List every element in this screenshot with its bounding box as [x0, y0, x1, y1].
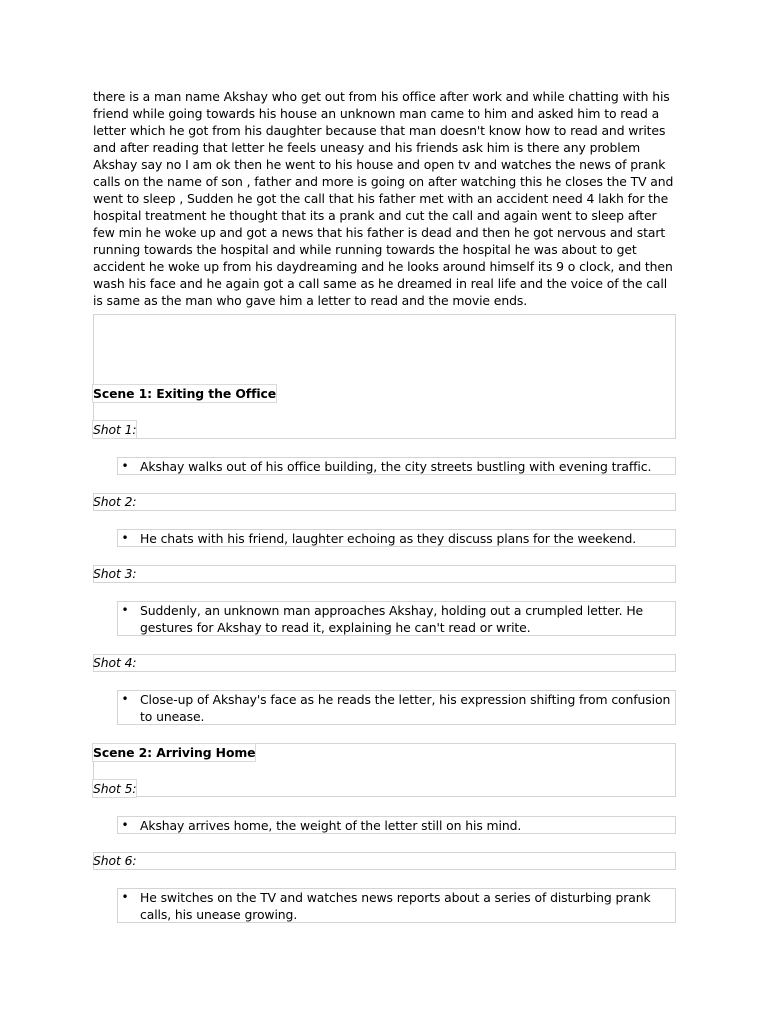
shot-label: Shot 4:: [93, 655, 137, 670]
shot-label: Shot 5:: [93, 781, 137, 796]
shot-description: He switches on the TV and watches news reports about a series of disturbing prank calls, his unease growing.: [140, 890, 651, 922]
shot-bullet-row: [117, 690, 676, 725]
shot-description: He chats with his friend, laughter echoing as they discuss plans for the weekend.: [140, 531, 637, 546]
shot-description: Akshay arrives home, the weight of the letter still on his mind.: [140, 818, 522, 833]
shot-bullet-row: [117, 816, 676, 834]
shot-bullet-row: [117, 888, 676, 923]
shot-description: Suddenly, an unknown man approaches Akshay, holding out a crumpled letter. He gestures for Akshay to read it, explaining he can't read or write.: [140, 603, 644, 635]
bullet-icon: •: [121, 531, 129, 545]
shot-label: Shot 3:: [93, 566, 137, 581]
shot-description: Close-up of Akshay's face as he reads the letter, his expression shifting from confusion to unease.: [140, 692, 671, 724]
shot-label: Shot 1:: [93, 422, 137, 437]
shot-label: Shot 2:: [93, 494, 137, 509]
bullet-icon: •: [121, 692, 129, 706]
shot-label: Shot 6:: [93, 853, 137, 868]
shot-label-box: [93, 852, 676, 870]
scene1-heading: Scene 1: Exiting the Office: [93, 386, 277, 401]
scene1-box: [93, 314, 676, 439]
scene2-heading: Scene 2: Arriving Home: [93, 745, 256, 760]
intro-paragraph: there is a man name Akshay who get out from his office after work and while chatting with his friend while going towards his house an unknown man came to him and asked him to read a letter which he got from his daughter because that man doesn't know how to read and writes and after reading that letter he feels uneasy and his friends ask him is there any problem Akshay say no I am ok then he went to his house and open tv and watches the news of prank calls on the name of son , father and more is going on after watching this he closes the TV and went to sleep , Sudden he got the call that his father met with an accident need 4 lakh for the hospital treatment he thought that its a prank and cut the call and again went to sleep after few min he woke up and got a news that his father is dead and then he got nervous and start running towards the hospital and while running towards the hospital he was about to get accident he woke up from his daydreaming and he looks around himself its 9 o clock, and then wash his face and he again got a call same as he dreamed in real life and the voice of the call is same as the man who gave him a letter to read and the movie ends.: [93, 89, 674, 308]
shot-label-box: [93, 493, 676, 511]
bullet-icon: •: [121, 459, 129, 473]
shot-bullet-row: [117, 529, 676, 547]
bullet-icon: •: [121, 818, 129, 832]
bullet-icon: •: [121, 603, 129, 617]
shot-label-box: [93, 565, 676, 583]
shot-label-box: [93, 654, 676, 672]
shot-description: Akshay walks out of his office building, the city streets bustling with evening traffic.: [140, 459, 652, 474]
bullet-icon: •: [121, 890, 129, 904]
shot-bullet-row: [117, 601, 676, 636]
shot-bullet-row: [117, 457, 676, 475]
